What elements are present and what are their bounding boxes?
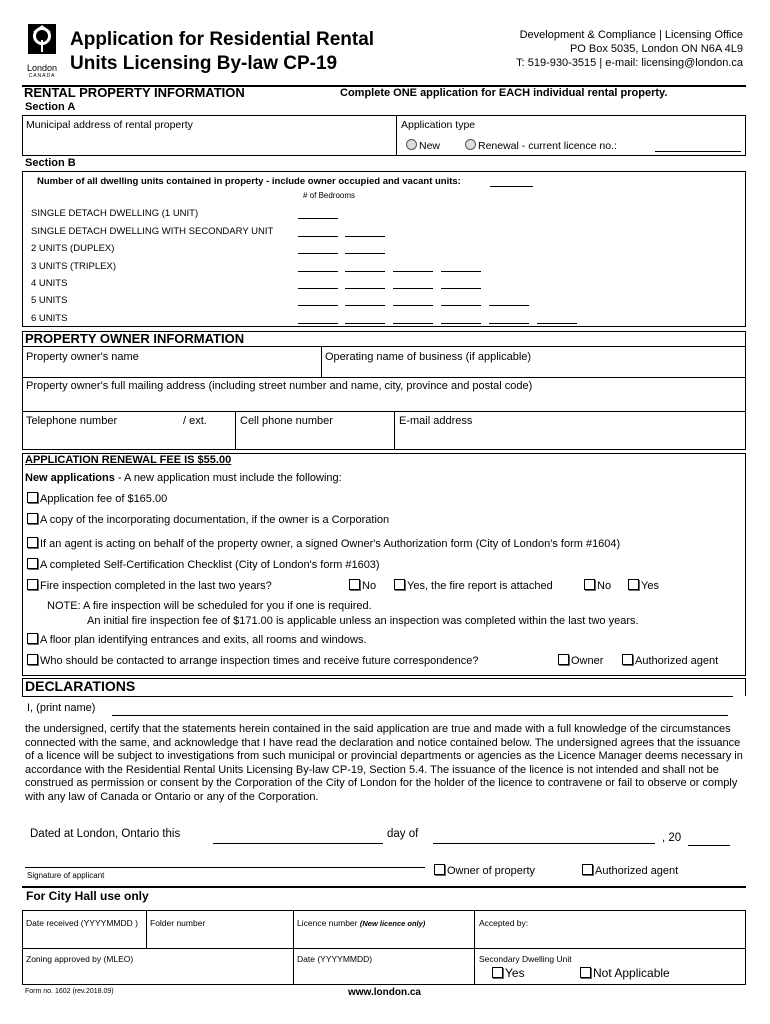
cell-label: Cell phone number [240,415,333,427]
checkbox[interactable] [349,579,360,590]
checkbox[interactable] [27,558,38,569]
bedroom-field[interactable] [298,271,338,272]
unit-row-label: 4 UNITS [31,278,68,289]
checkbox[interactable] [580,967,591,978]
rental-note: Complete ONE application for EACH individual rental property. [340,87,668,99]
mailing-address-field[interactable] [24,394,744,410]
floor-plan-label: A floor plan identifying entrances and exits, all rooms and windows. [40,634,367,646]
checkbox[interactable] [558,654,569,665]
checkbox[interactable] [27,492,38,503]
req-item[interactable] [27,558,380,571]
fire-question[interactable] [27,579,272,592]
bedroom-field[interactable] [489,323,529,324]
unit-row-label: 2 UNITS (DUPLEX) [31,243,115,254]
contact-agent-label: Authorized agent [635,655,719,667]
website[interactable]: www.london.ca [348,987,421,998]
phone-field[interactable] [24,430,233,448]
title-line-2: Units Licensing By-law CP-19 [70,53,338,74]
checkbox[interactable] [622,654,633,665]
req-item-label: If an agent is acting on behalf of the property owner, a signed Owner's Authorization form (City of London's form #1604) [40,538,621,550]
tree-logo-icon [22,22,62,60]
dated-day-field[interactable] [213,843,383,844]
checkbox[interactable] [492,967,503,978]
section-b-box [22,171,746,327]
address-field[interactable] [24,134,394,154]
day-of-label: day of [387,828,419,840]
dated-label: Dated at London, Ontario this [30,828,181,840]
title-line-1: Application for Residential Rental [70,29,375,50]
req-item[interactable] [27,537,620,550]
signature-label: Signature of applicant [27,871,105,880]
bedroom-field[interactable] [298,323,338,324]
office-info [516,28,743,70]
report-yes[interactable] [628,579,659,592]
date-label: Date (YYYYMMDD) [297,954,373,964]
checkbox[interactable] [434,864,445,875]
contact-agent[interactable] [622,654,718,667]
mailing-address-label: Property owner's full mailing address (including street number and name, city, province and postal code) [26,380,533,392]
declarant-owner[interactable] [434,864,535,877]
new-apps-intro [25,472,342,484]
rental-heading: RENTAL PROPERTY INFORMATION [24,85,245,100]
bedroom-field[interactable] [298,253,338,254]
email-label: E-mail address [399,415,473,427]
contact-owner-label: Owner [571,655,604,667]
address-label: Municipal address of rental property [26,119,193,131]
secondary-label: Secondary Dwelling Unit [479,954,572,964]
bedroom-field[interactable] [489,305,529,306]
fire-no[interactable] [349,579,376,592]
signature-field[interactable] [25,867,425,868]
owner-name-field[interactable] [24,364,319,376]
office-name: Development & Compliance | Licensing Office [519,29,743,41]
section-a-label: Section A [25,101,76,113]
secondary-yes[interactable] [492,966,525,980]
fire-note-2: An initial fire inspection fee of $171.00 is applicable unless an inspection was completed within the last two years. [87,615,639,627]
secondary-na-label: Not Applicable [593,966,670,980]
req-item-label: Application fee of $165.00 [40,493,168,505]
date-received-label: Date received (YYYYMMDD ) [26,918,138,928]
total-units-field[interactable] [490,186,533,187]
declarant-agent[interactable] [582,864,678,877]
contact-owner[interactable] [558,654,603,667]
phone-label: Telephone number [26,415,118,427]
secondary-yes-label: Yes [505,966,525,980]
zoning-label: Zoning approved by (MLEO) [26,954,134,964]
app-type-label: Application type [401,119,476,131]
unit-row-label: 5 UNITS [31,295,68,306]
licence-no-text: Licence number [297,918,358,928]
req-item-label: A completed Self-Certification Checklist (City of London's form #1603) [40,559,380,571]
form-number: Form no. 1602 (rev.2018.09) [25,988,114,995]
renewal-fee: APPLICATION RENEWAL FEE IS $55.00 [25,454,232,466]
renewal-radio[interactable] [465,139,476,150]
logo-subtext: CANADA [28,73,56,79]
fire-yes-report-label: Yes, the fire report is attached [407,580,553,592]
business-name-label: Operating name of business (if applicable) [325,351,532,363]
checkbox[interactable] [27,654,38,665]
bedroom-field[interactable] [393,271,433,272]
bedroom-field[interactable] [441,271,481,272]
unit-row-label: SINGLE DETACH DWELLING (1 UNIT) [31,208,199,219]
bedroom-field[interactable] [441,305,481,306]
checkbox[interactable] [394,579,405,590]
unit-row-label: 3 UNITS (TRIPLEX) [31,261,116,272]
checkbox[interactable] [628,579,639,590]
city-use-heading: For City Hall use only [26,889,149,903]
folder-label: Folder number [150,918,206,928]
unit-row-label: SINGLE DETACH DWELLING WITH SECONDARY UNIT [31,226,274,237]
new-apps-bold: New applications [25,472,115,484]
office-contact: T: 519-930-3515 | e-mail: licensing@london.ca [516,57,743,69]
print-name-field[interactable] [112,715,728,716]
logo-text: London [26,63,58,73]
bedroom-field[interactable] [345,271,385,272]
opt-renewal[interactable] [465,139,617,152]
checkbox[interactable] [27,513,38,524]
report-no[interactable] [584,579,611,592]
bedroom-field[interactable] [298,305,338,306]
checkbox[interactable] [27,579,38,590]
report-no-label: No [597,580,612,592]
licence-no-note: (New licence only) [359,919,426,928]
owner-name-label: Property owner's name [26,351,139,363]
accepted-by-label: Accepted by: [479,918,529,928]
year-label: , 20 [662,832,682,844]
cell-field[interactable] [238,430,392,448]
bedroom-field[interactable] [393,288,433,289]
licence-no-label [297,918,425,928]
req-item-label: A copy of the incorporating documentation, if the owner is a Corporation [40,514,390,526]
bedroom-field[interactable] [537,323,577,324]
fire-question-label: Fire inspection completed in the last two years? [40,580,272,592]
declarant-owner-label: Owner of property [447,865,536,877]
checkbox[interactable] [582,864,593,875]
bedrooms-label: # of Bedrooms [303,191,356,200]
checkbox[interactable] [27,537,38,548]
fire-note-1: NOTE: A fire inspection will be scheduled for you if one is required. [47,600,372,612]
bedroom-field[interactable] [345,323,385,324]
fire-no-label: No [362,580,377,592]
page-title [70,28,374,76]
bedroom-field[interactable] [441,288,481,289]
bedroom-field[interactable] [345,253,385,254]
city-logo [22,22,62,78]
owner-heading: PROPERTY OWNER INFORMATION [25,331,245,346]
req-item[interactable] [27,492,167,505]
opt-renewal-label: Renewal - current licence no.: [478,140,617,152]
year-field[interactable] [688,845,730,846]
unit-row-label: 6 UNITS [31,313,68,324]
bedroom-field[interactable] [345,288,385,289]
contact-question-label: Who should be contacted to arrange inspection times and receive future correspondence? [40,655,479,667]
section-b-label: Section B [25,157,76,169]
month-field[interactable] [433,843,655,844]
office-address: PO Box 5035, London ON N6A 4L9 [569,43,743,55]
report-yes-label: Yes [641,580,659,592]
checkbox[interactable] [27,633,38,644]
bedroom-field[interactable] [298,218,338,219]
declarant-agent-label: Authorized agent [595,865,679,877]
contact-question[interactable] [27,654,478,667]
business-name-field[interactable] [324,364,744,376]
secondary-na[interactable] [580,966,670,980]
checkbox[interactable] [584,579,595,590]
fire-yes-report[interactable] [394,579,553,592]
units-question: Number of all dwelling units contained in property - include owner occupied and vacant units: [37,176,461,187]
new-radio[interactable] [406,139,417,150]
declaration-body: the undersigned, certify that the statements herein contained in the said application are true and made with a full knowledge of the circumstances connected with the same, and acknowledge that I have read the declaration and notice contained below. The undersigned agrees that the issuance of a licence will be subject to investigations from such municipal or provincial departments or agencies as the Licence Manager deems necessary in accordance with the Residential Rental Units Licensing By-law CP-19, Section 5.4. The issuance of the licence is not intended and shall not be construed as permission or consent by the Corporation of the City of London for the holder of the licence to contravene or fail to observe or comply with any law of Canada or Ontario or any of the Corporation. [25,723,743,803]
declarations-heading: DECLARATIONS [25,678,136,694]
licence-no-field[interactable] [655,151,741,152]
bedroom-field[interactable] [441,323,481,324]
opt-new-label: New [419,140,441,152]
floor-plan-item[interactable] [27,633,367,646]
bedroom-field[interactable] [298,236,338,237]
bedroom-field[interactable] [393,323,433,324]
bedroom-field[interactable] [298,288,338,289]
req-item[interactable] [27,513,389,526]
bedroom-field[interactable] [345,236,385,237]
new-apps-rest: - A new application must include the following: [114,472,342,484]
bedroom-field[interactable] [345,305,385,306]
email-field[interactable] [397,430,743,448]
print-name-label: I, (print name) [27,702,96,714]
ext-label: / ext. [183,415,207,427]
opt-new[interactable] [406,139,440,152]
bedroom-field[interactable] [393,305,433,306]
